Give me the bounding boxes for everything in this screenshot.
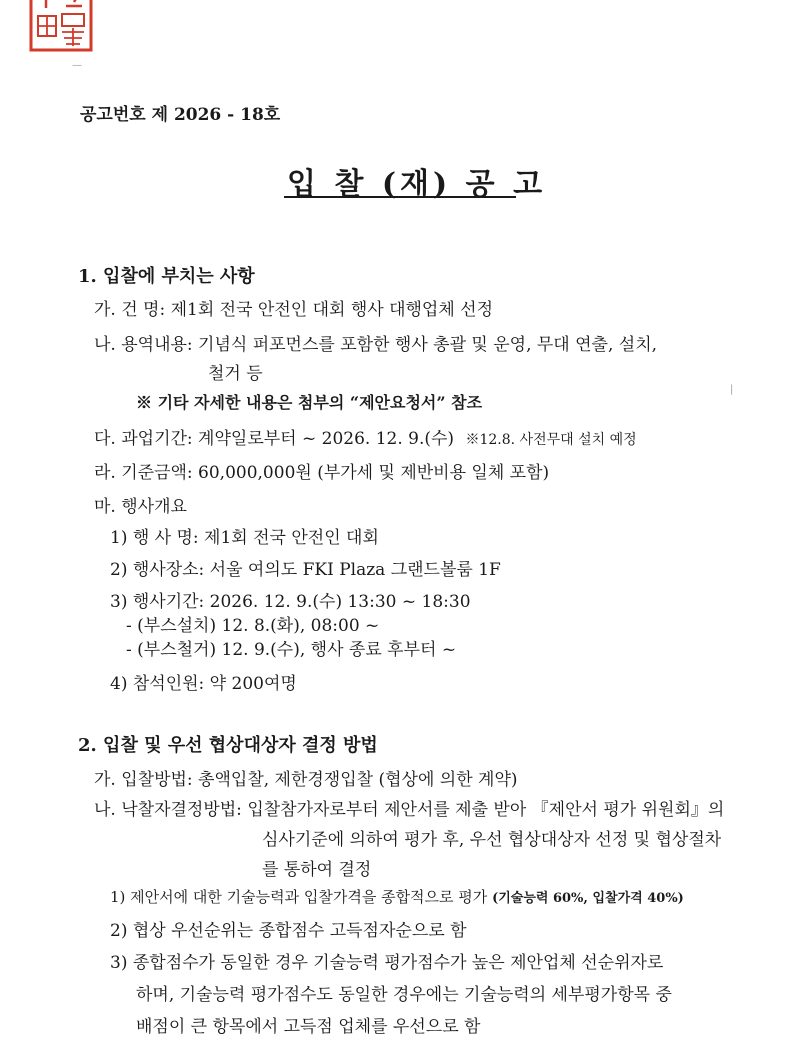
section-2-heading: 2. 입찰 및 우선 협상대상자 결정 방법 [78, 735, 378, 756]
event-period: 3) 행사기간: 2026. 12. 9.(수) 13:30 ~ 18:30 [110, 592, 471, 612]
booth-removal: - (부스철거) 12. 9.(수), 행사 종료 후부터 ~ [126, 640, 457, 660]
evaluation-item-3-line3: 배점이 큰 항목에서 고득점 업체를 우선으로 함 [136, 1017, 481, 1037]
award-method-line2: 심사기준에 의하여 평가 후, 우선 협상대상자 선정 및 협상절차 [262, 830, 722, 850]
event-name: 1) 행 사 명: 제1회 전국 안전인 대회 [110, 528, 379, 548]
official-seal-stamp [28, 0, 94, 56]
section-1-heading: 1. 입찰에 부치는 사항 [78, 266, 255, 287]
item-ra-base-amount: 라. 기준금액: 60,000,000원 (부가세 및 제반비용 일체 포함) [94, 463, 550, 483]
evaluation-item-1 [110, 886, 684, 907]
scan-mark: — [72, 60, 82, 71]
bid-method: 가. 입찰방법: 총액입찰, 제한경쟁입찰 (협상에 의한 계약) [94, 770, 518, 790]
notice-number: 공고번호 제 2026 - 18호 [80, 105, 281, 125]
event-venue: 2) 행사장소: 서울 여의도 FKI Plaza 그랜드볼룸 1F [110, 560, 501, 580]
evaluation-weights: (기술능력 60%, 입찰가격 40%) [492, 891, 684, 906]
evaluation-item-3-line1: 3) 종합점수가 동일한 경우 기술능력 평가점수가 높은 제안업체 선순위자로 [110, 953, 664, 973]
evaluation-item-3-line2: 하며, 기술능력 평가점수도 동일한 경우에는 기술능력의 세부평가항목 중 [136, 985, 672, 1005]
item-na-service-line1: 나. 용역내용: 기념식 퍼포먼스를 포함한 행사 총괄 및 운영, 무대 연출, 설치, [94, 335, 658, 355]
booth-setup: - (부스설치) 12. 8.(화), 08:00 ~ [126, 616, 380, 636]
period-text: 다. 과업기간: 계약일로부터 ~ 2026. 12. 9.(수) [94, 429, 455, 449]
item-na-service-line2: 철거 등 [208, 364, 263, 384]
period-note: ※12.8. 사전무대 설치 예정 [465, 432, 637, 448]
item-da-period [94, 424, 637, 449]
page-title: 입 찰 (재) 공 고 [287, 167, 547, 202]
title-underline [284, 196, 516, 198]
evaluation-text: 1) 제안서에 대한 기술능력과 입찰가격을 종합적으로 평가 [110, 888, 488, 906]
evaluation-item-2: 2) 협상 우선순위는 종합점수 고득점자순으로 함 [110, 921, 467, 941]
item-ga-project-name: 가. 건 명: 제1회 전국 안전인 대회 행사 대행업체 선정 [94, 300, 494, 320]
attendance: 4) 참석인원: 약 200여명 [110, 674, 297, 694]
scan-mark: | [730, 384, 734, 395]
award-method-line1: 나. 낙찰자결정방법: 입찰참가자로부터 제안서를 제출 받아 『제안서 평가 위원회』의 [94, 800, 725, 820]
reference-note: ※ 기타 자세한 내용은 첨부의 “제안요청서” 참조 [136, 393, 483, 412]
award-method-line3: 를 통하여 결정 [262, 860, 372, 880]
item-ma-event-overview: 마. 행사개요 [94, 497, 187, 517]
